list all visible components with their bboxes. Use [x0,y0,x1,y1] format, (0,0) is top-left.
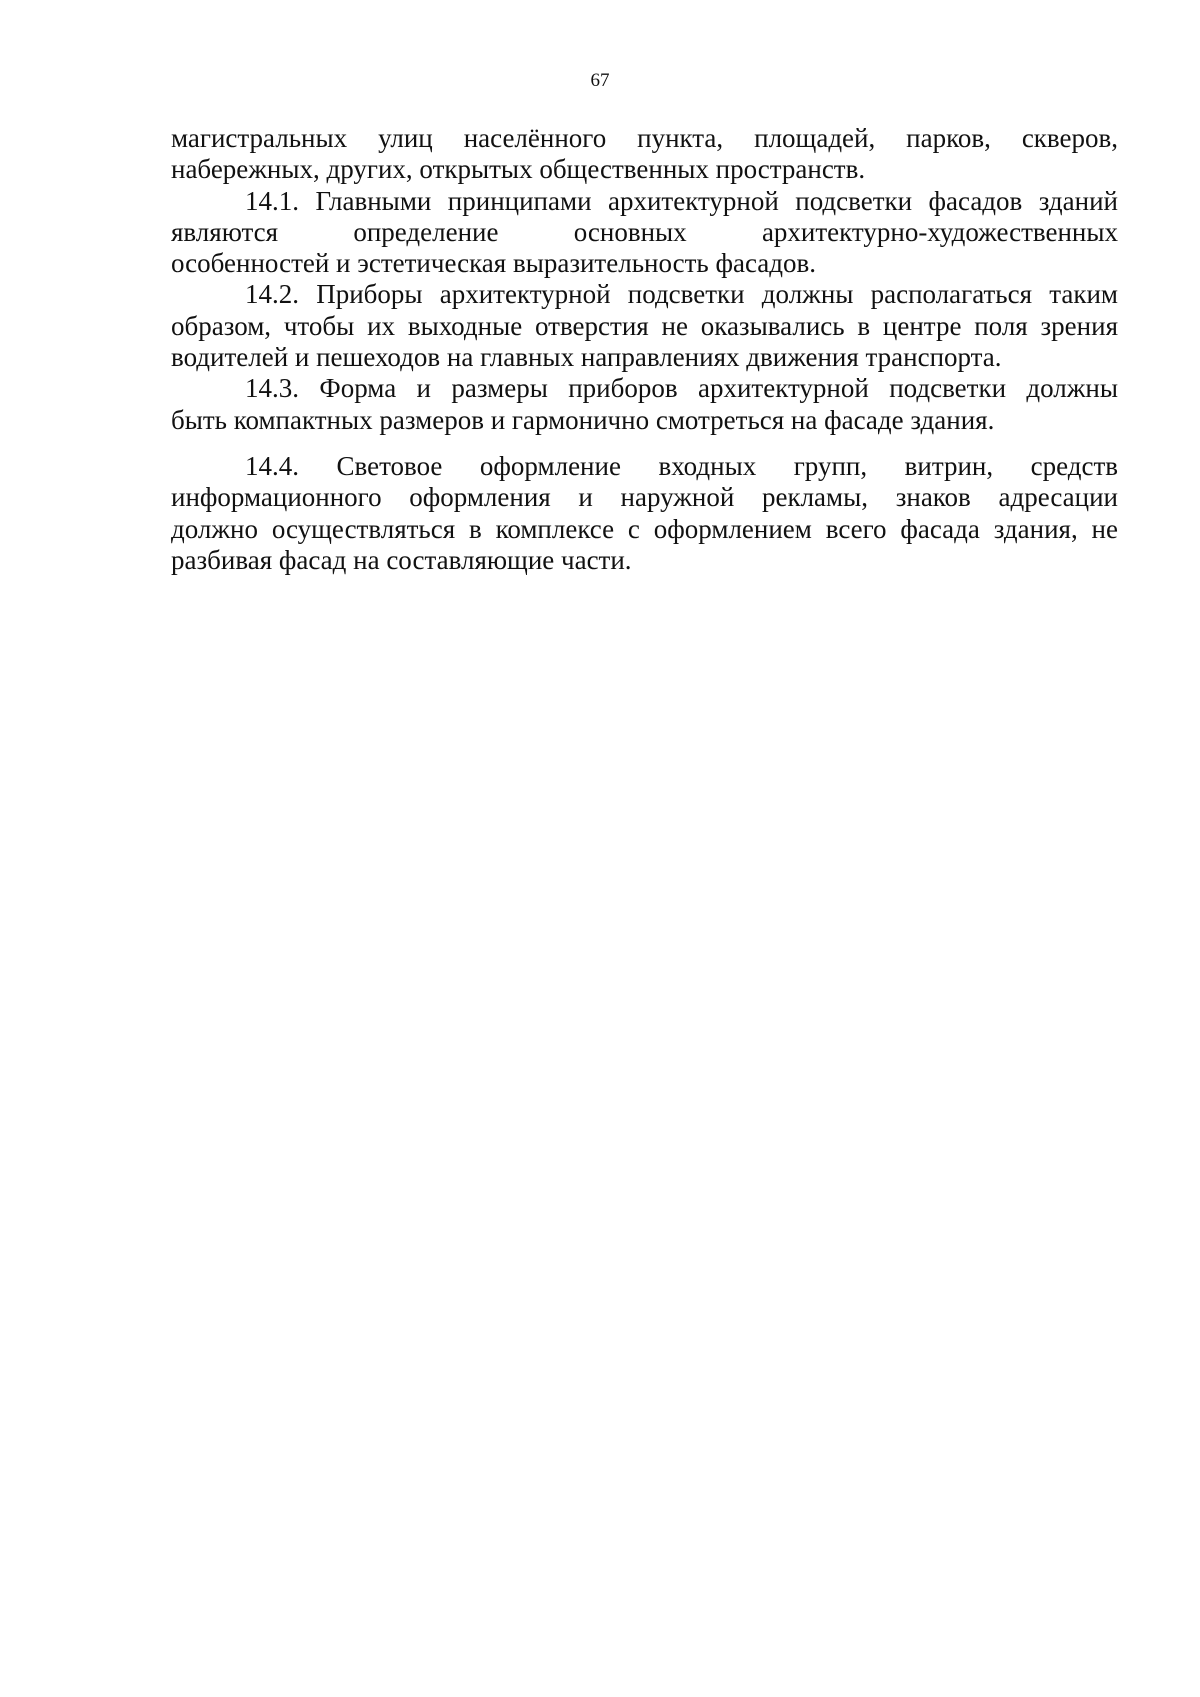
text-line: быть компактных размеров и гармонично смотреться на фасаде здания. [171,404,995,435]
text-line: разбивая фасад на составляющие части. [171,544,632,575]
paragraph-continuation [171,123,1118,186]
page-number: 67 [590,70,610,91]
text-line: магистральных улиц населённого пункта, площадей, парков, скверов, [171,123,1118,153]
text-line: особенностей и эстетическая выразительность фасадов. [171,248,816,279]
document-body [171,123,1118,576]
text-line: являются определение основных архитектурно-художественных [171,216,1118,247]
text-line: информационного оформления и наружной рекламы, знаков адресации [171,482,1118,513]
text-line: водителей и пешеходов на главных направлениях движения транспорта. [171,342,1002,373]
text-line: 14.3. Форма и размеры приборов архитектурной подсветки должны [245,373,1118,404]
paragraph-14-1 [171,186,1118,280]
text-line: образом, чтобы их выходные отверстия не оказывались в центре поля зрения [171,310,1118,341]
paragraph-14-2 [171,279,1118,373]
paragraph-14-4 [171,451,1118,576]
text-line: 14.1. Главными принципами архитектурной подсветки фасадов зданий [245,185,1118,216]
text-line: 14.4. Световое оформление входных групп, витрин, средств [245,450,1118,481]
text-line: должно осуществляться в комплексе с оформлением всего фасада здания, не [171,513,1118,544]
paragraph-14-3 [171,373,1118,436]
text-line: 14.2. Приборы архитектурной подсветки должны располагаться таким [245,279,1118,310]
text-line: набережных, других, открытых общественных пространств. [171,154,866,185]
